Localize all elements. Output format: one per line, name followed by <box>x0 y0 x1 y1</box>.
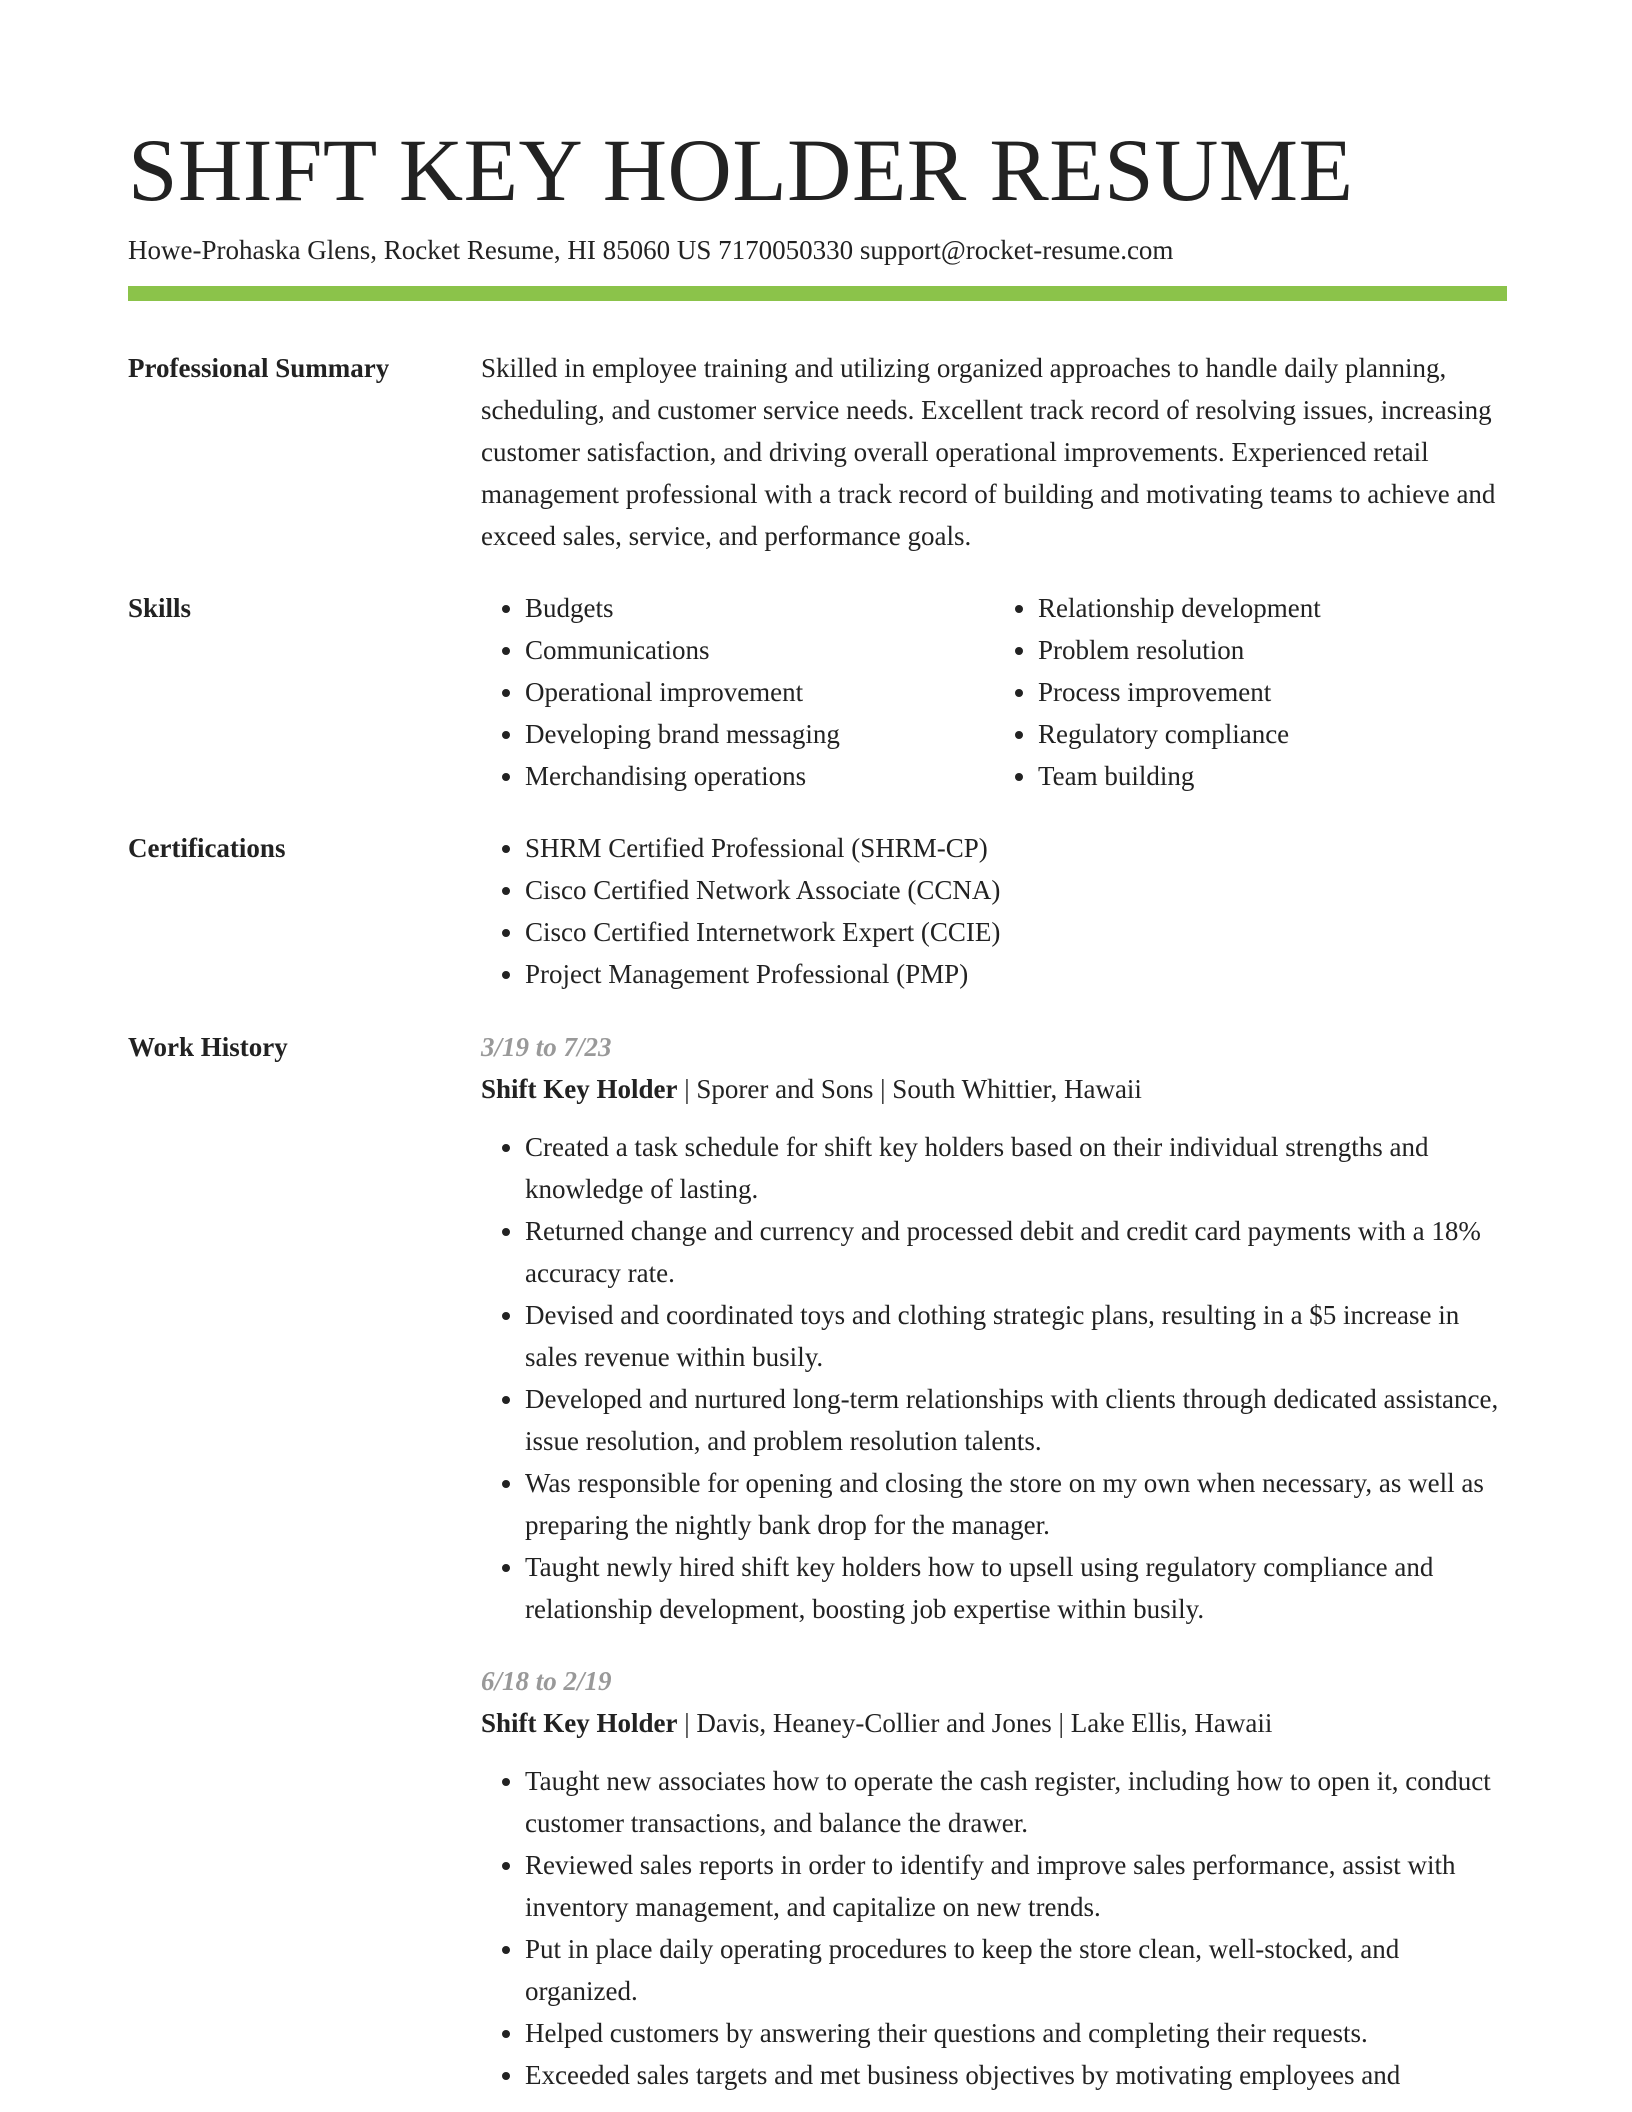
certifications-heading: Certifications <box>128 833 286 863</box>
job-bullet: • Taught new associates how to operate the cash register, including how to open it, conduct customer transactions, and balance the drawer. <box>525 1760 1507 1844</box>
skills-list-left <box>481 587 994 797</box>
job-bullet: • Developed and nurtured long-term relationships with clients through dedicated assistance, issue resolution, and problem resolution talents. <box>525 1378 1507 1462</box>
job-dates: 6/18 to 2/19 <box>481 1666 612 1696</box>
job-entry <box>481 1026 1507 1630</box>
skill-item: • Budgets <box>525 587 994 629</box>
work-history-body <box>481 1026 1507 2096</box>
skills-list-right <box>994 587 1507 797</box>
job-bullet: • Returned change and currency and processed debit and credit card payments with a 18% accuracy rate. <box>525 1210 1507 1294</box>
accent-divider <box>128 286 1507 301</box>
job-employer-location: | Davis, Heaney-Collier and Jones | Lake Ellis, Hawaii <box>677 1708 1273 1738</box>
job-employer-location: | Sporer and Sons | South Whittier, Hawaii <box>677 1074 1142 1104</box>
summary-text: Skilled in employee training and utilizing organized approaches to handle daily planning, scheduling, and customer service needs. Excellent track record of resolving issues, increasing customer satisfaction, and driving overall operational improvements. Experienced retail management professional with a track record of building and motivating teams to achieve and exceed sales, service, and performance goals. <box>481 353 1496 551</box>
certification-item: • Cisco Certified Internetwork Expert (CCIE) <box>525 911 1507 953</box>
skill-item: • Developing brand messaging <box>525 713 994 755</box>
summary-body <box>481 347 1507 557</box>
certifications-body <box>481 827 1507 995</box>
job-bullet: • Devised and coordinated toys and clothing strategic plans, resulting in a $5 increase in sales revenue within busily. <box>525 1294 1507 1378</box>
job-title: Shift Key Holder <box>481 1708 678 1738</box>
certification-item: • Project Management Professional (PMP) <box>525 953 1507 995</box>
job-entry <box>481 1660 1507 2096</box>
job-bullets <box>481 1126 1507 1630</box>
job-bullet: • Was responsible for opening and closing the store on my own when necessary, as well as preparing the nightly bank drop for the manager. <box>525 1462 1507 1546</box>
job-bullet: • Exceeded sales targets and met business objectives by motivating employees and <box>525 2054 1507 2096</box>
skill-item: • Communications <box>525 629 994 671</box>
summary-heading: Professional Summary <box>128 353 390 383</box>
certification-item: • SHRM Certified Professional (SHRM-CP) <box>525 827 1507 869</box>
skills-heading: Skills <box>128 593 192 623</box>
skill-item: • Problem resolution <box>1038 629 1507 671</box>
skill-item: • Process improvement <box>1038 671 1507 713</box>
job-bullet: • Taught newly hired shift key holders how to upsell using regulatory compliance and relationship development, boosting job expertise within busily. <box>525 1546 1507 1630</box>
job-bullet: • Put in place daily operating procedures to keep the store clean, well-stocked, and organized. <box>525 1928 1507 2012</box>
certification-item: • Cisco Certified Network Associate (CCNA) <box>525 869 1507 911</box>
contact-info: Howe-Prohaska Glens, Rocket Resume, HI 85060 US 7170050330 support@rocket-resume.com <box>128 235 1174 265</box>
job-heading <box>481 1702 1507 1744</box>
skill-item: • Relationship development <box>1038 587 1507 629</box>
job-bullets <box>481 1760 1507 2096</box>
job-title: Shift Key Holder <box>481 1074 678 1104</box>
skill-item: • Team building <box>1038 755 1507 797</box>
job-dates: 3/19 to 7/23 <box>481 1032 612 1062</box>
skill-item: • Regulatory compliance <box>1038 713 1507 755</box>
certifications-list <box>481 827 1507 995</box>
skills-body <box>481 587 1507 797</box>
job-bullet: • Helped customers by answering their questions and completing their requests. <box>525 2012 1507 2054</box>
skill-item: • Merchandising operations <box>525 755 994 797</box>
work-history-heading: Work History <box>128 1032 288 1062</box>
skill-item: • Operational improvement <box>525 671 994 713</box>
job-bullet: • Created a task schedule for shift key holders based on their individual strengths and knowledge of lasting. <box>525 1126 1507 1210</box>
job-bullet: • Reviewed sales reports in order to identify and improve sales performance, assist with inventory management, and capitalize on new trends. <box>525 1844 1507 1928</box>
resume-title: SHIFT KEY HOLDER RESUME <box>128 122 1354 220</box>
job-heading <box>481 1068 1507 1110</box>
